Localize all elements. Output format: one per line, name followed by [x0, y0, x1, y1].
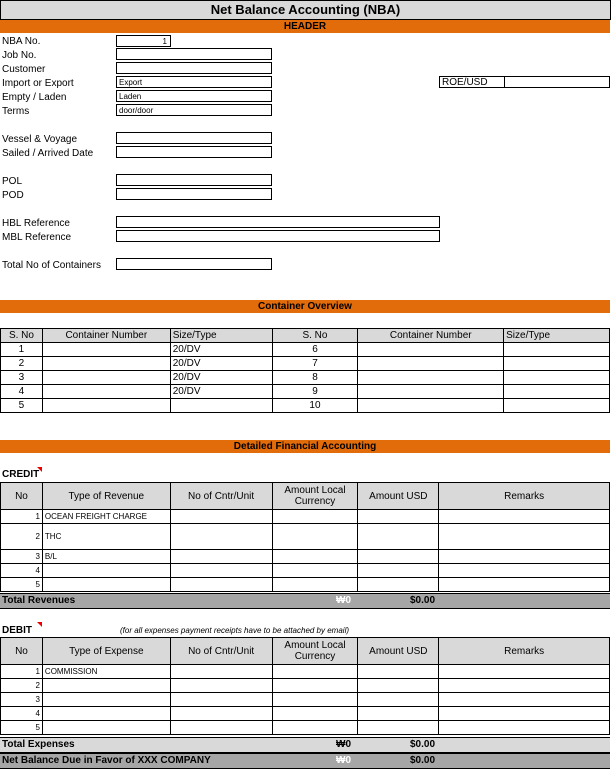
table-row	[1, 510, 610, 524]
total-expenses-row	[0, 737, 610, 753]
cell-size[interactable]	[504, 385, 610, 399]
col-sno: S. No	[1, 329, 43, 343]
cell-sno: 5	[1, 399, 43, 413]
table-row	[1, 385, 610, 399]
roe-usd-field[interactable]	[504, 76, 610, 88]
vessel-label: Vessel & Voyage	[2, 134, 78, 145]
cell-local[interactable]	[272, 679, 358, 693]
comment-marker-icon	[37, 467, 42, 472]
import-export-label: Import or Export	[2, 78, 74, 89]
empty-laden-label: Empty / Laden	[2, 92, 67, 103]
cell-no: 4	[1, 564, 43, 578]
cell-container[interactable]	[42, 371, 170, 385]
total-expenses-usd: $0.00	[410, 739, 436, 750]
roe-usd-label: ROE/USD	[439, 76, 505, 88]
cell-size[interactable]	[504, 371, 610, 385]
cell-container[interactable]	[358, 343, 504, 357]
col-cntr-unit: No of Cntr/Unit	[170, 638, 272, 665]
hbl-field[interactable]	[116, 216, 440, 228]
cell-remarks[interactable]	[439, 693, 610, 707]
cell-size[interactable]: 20/DV	[170, 357, 272, 371]
cell-sno: 9	[272, 385, 358, 399]
pod-field[interactable]	[116, 188, 272, 200]
cell-sno: 4	[1, 385, 43, 399]
cell-type[interactable]: OCEAN FREIGHT CHARGE	[42, 510, 170, 524]
pod-label: POD	[2, 190, 24, 201]
col-sno-2: S. No	[272, 329, 358, 343]
terms-field[interactable]: door/door	[116, 104, 272, 116]
mbl-label: MBL Reference	[2, 232, 72, 243]
cell-type[interactable]	[42, 578, 170, 592]
col-no: No	[1, 483, 43, 510]
cell-type[interactable]	[42, 721, 170, 735]
cell-remarks[interactable]	[439, 679, 610, 693]
vessel-field[interactable]	[116, 132, 272, 144]
table-row	[1, 399, 610, 413]
cell-container[interactable]	[42, 343, 170, 357]
comment-marker-icon	[37, 622, 42, 627]
pol-field[interactable]	[116, 174, 272, 186]
total-revenues-row	[0, 593, 610, 609]
col-amount-local: Amount Local Currency	[272, 638, 358, 665]
table-row	[1, 371, 610, 385]
cell-cntr[interactable]	[170, 679, 272, 693]
customer-field[interactable]	[116, 62, 272, 74]
job-no-label: Job No.	[2, 50, 37, 61]
cell-sno: 3	[1, 371, 43, 385]
cell-usd[interactable]	[358, 550, 439, 564]
cell-no: 2	[1, 524, 43, 550]
table-row	[1, 707, 610, 721]
table-row	[1, 524, 610, 550]
cell-size[interactable]	[170, 399, 272, 413]
cell-usd[interactable]	[358, 679, 439, 693]
credit-header-row	[1, 483, 610, 510]
col-amount-usd: Amount USD	[358, 483, 439, 510]
cell-cntr[interactable]	[170, 665, 272, 679]
cell-no: 5	[1, 578, 43, 592]
debit-note: (for all expenses payment receipts have to be attached by email)	[120, 626, 350, 635]
cell-container[interactable]	[358, 371, 504, 385]
cell-no: 5	[1, 721, 43, 735]
table-row	[1, 578, 610, 592]
cell-type[interactable]	[42, 679, 170, 693]
cell-local[interactable]	[272, 578, 358, 592]
col-size-type-2: Size/Type	[504, 329, 610, 343]
cell-size[interactable]: 20/DV	[170, 343, 272, 357]
cell-size[interactable]: 20/DV	[170, 385, 272, 399]
col-size-type: Size/Type	[170, 329, 272, 343]
cell-usd[interactable]	[358, 524, 439, 550]
cell-sno: 8	[272, 371, 358, 385]
cell-usd[interactable]	[358, 665, 439, 679]
sailed-field[interactable]	[116, 146, 272, 158]
table-row	[1, 665, 610, 679]
cell-cntr[interactable]	[170, 510, 272, 524]
hbl-label: HBL Reference	[2, 218, 70, 229]
cell-type[interactable]	[42, 707, 170, 721]
cell-usd[interactable]	[358, 564, 439, 578]
table-row	[1, 343, 610, 357]
net-balance-usd: $0.00	[410, 755, 436, 766]
net-balance-label: Net Balance Due in Favor of XXX COMPANY	[2, 755, 211, 766]
cell-cntr[interactable]	[170, 721, 272, 735]
cell-local[interactable]	[272, 510, 358, 524]
cell-remarks[interactable]	[439, 510, 610, 524]
cell-container[interactable]	[358, 385, 504, 399]
sailed-label: Sailed / Arrived Date	[2, 148, 94, 159]
container-header-row	[1, 329, 610, 343]
net-balance-local: ₩0	[336, 755, 351, 766]
cell-size[interactable]	[504, 399, 610, 413]
section-container-bar: Container Overview	[0, 300, 610, 313]
pol-label: POL	[2, 176, 23, 187]
cell-type[interactable]: THC	[42, 524, 170, 550]
table-row	[1, 721, 610, 735]
cell-container[interactable]	[42, 357, 170, 371]
total-revenues-usd: $0.00	[410, 595, 436, 606]
cell-no: 3	[1, 550, 43, 564]
cell-container[interactable]	[42, 399, 170, 413]
cell-cntr[interactable]	[170, 578, 272, 592]
cell-usd[interactable]	[358, 707, 439, 721]
col-no: No	[1, 638, 43, 665]
debit-label: DEBIT	[2, 625, 32, 636]
cell-container[interactable]	[358, 399, 504, 413]
empty-laden-field[interactable]: Laden	[116, 90, 272, 102]
total-revenues-local: ₩0	[336, 595, 351, 606]
cell-sno: 2	[1, 357, 43, 371]
cell-remarks[interactable]	[439, 524, 610, 550]
section-header-bar: HEADER	[0, 20, 610, 33]
col-remarks: Remarks	[439, 638, 610, 665]
col-type-expense: Type of Expense	[42, 638, 170, 665]
nba-no-label: NBA No.	[2, 36, 41, 47]
cell-remarks[interactable]	[439, 707, 610, 721]
cell-remarks[interactable]	[439, 721, 610, 735]
debit-header-row	[1, 638, 610, 665]
cell-local[interactable]	[272, 707, 358, 721]
total-revenues-label: Total Revenues	[2, 595, 76, 606]
section-financial-bar: Detailed Financial Accounting	[0, 440, 610, 453]
total-containers-field[interactable]	[116, 258, 272, 270]
cell-no: 2	[1, 679, 43, 693]
document-title: Net Balance Accounting (NBA)	[0, 0, 611, 20]
cell-type[interactable]: B/L	[42, 550, 170, 564]
cell-local[interactable]	[272, 550, 358, 564]
cell-cntr[interactable]	[170, 564, 272, 578]
container-table	[0, 328, 610, 413]
cell-no: 1	[1, 510, 43, 524]
col-amount-usd: Amount USD	[358, 638, 439, 665]
cell-local[interactable]	[272, 721, 358, 735]
job-no-field[interactable]	[116, 48, 272, 60]
debit-table	[0, 637, 610, 735]
cell-container[interactable]	[42, 385, 170, 399]
table-row	[1, 550, 610, 564]
table-row	[1, 357, 610, 371]
cell-size[interactable]: 20/DV	[170, 371, 272, 385]
net-balance-row	[0, 753, 610, 769]
col-type-revenue: Type of Revenue	[42, 483, 170, 510]
cell-usd[interactable]	[358, 510, 439, 524]
total-containers-label: Total No of Containers	[2, 260, 101, 271]
cell-no: 3	[1, 693, 43, 707]
cell-sno: 6	[272, 343, 358, 357]
cell-cntr[interactable]	[170, 707, 272, 721]
cell-remarks[interactable]	[439, 578, 610, 592]
cell-no: 4	[1, 707, 43, 721]
cell-no: 1	[1, 665, 43, 679]
cell-sno: 1	[1, 343, 43, 357]
cell-cntr[interactable]	[170, 524, 272, 550]
cell-remarks[interactable]	[439, 564, 610, 578]
cell-type[interactable]	[42, 693, 170, 707]
cell-local[interactable]	[272, 665, 358, 679]
cell-size[interactable]	[504, 357, 610, 371]
total-expenses-local: ₩0	[336, 739, 351, 750]
cell-sno: 10	[272, 399, 358, 413]
nba-no-field[interactable]: 1	[116, 35, 171, 47]
cell-local[interactable]	[272, 524, 358, 550]
col-container-number-2: Container Number	[358, 329, 504, 343]
cell-container[interactable]	[358, 357, 504, 371]
import-export-field[interactable]: Export	[116, 76, 272, 88]
cell-type[interactable]	[42, 564, 170, 578]
customer-label: Customer	[2, 64, 46, 75]
cell-remarks[interactable]	[439, 550, 610, 564]
credit-label: CREDIT	[2, 469, 40, 480]
cell-size[interactable]	[504, 343, 610, 357]
col-cntr-unit: No of Cntr/Unit	[170, 483, 272, 510]
total-expenses-label: Total Expenses	[2, 739, 75, 750]
cell-usd[interactable]	[358, 693, 439, 707]
table-row	[1, 679, 610, 693]
mbl-field[interactable]	[116, 230, 440, 242]
cell-sno: 7	[272, 357, 358, 371]
terms-label: Terms	[2, 106, 30, 117]
cell-local[interactable]	[272, 693, 358, 707]
col-amount-local: Amount Local Currency	[272, 483, 358, 510]
col-remarks: Remarks	[439, 483, 610, 510]
cell-local[interactable]	[272, 564, 358, 578]
cell-type[interactable]: COMMISSION	[42, 665, 170, 679]
cell-remarks[interactable]	[439, 665, 610, 679]
credit-table	[0, 482, 610, 592]
table-row	[1, 564, 610, 578]
cell-usd[interactable]	[358, 721, 439, 735]
table-row	[1, 693, 610, 707]
cell-cntr[interactable]	[170, 693, 272, 707]
cell-usd[interactable]	[358, 578, 439, 592]
col-container-number: Container Number	[42, 329, 170, 343]
cell-cntr[interactable]	[170, 550, 272, 564]
